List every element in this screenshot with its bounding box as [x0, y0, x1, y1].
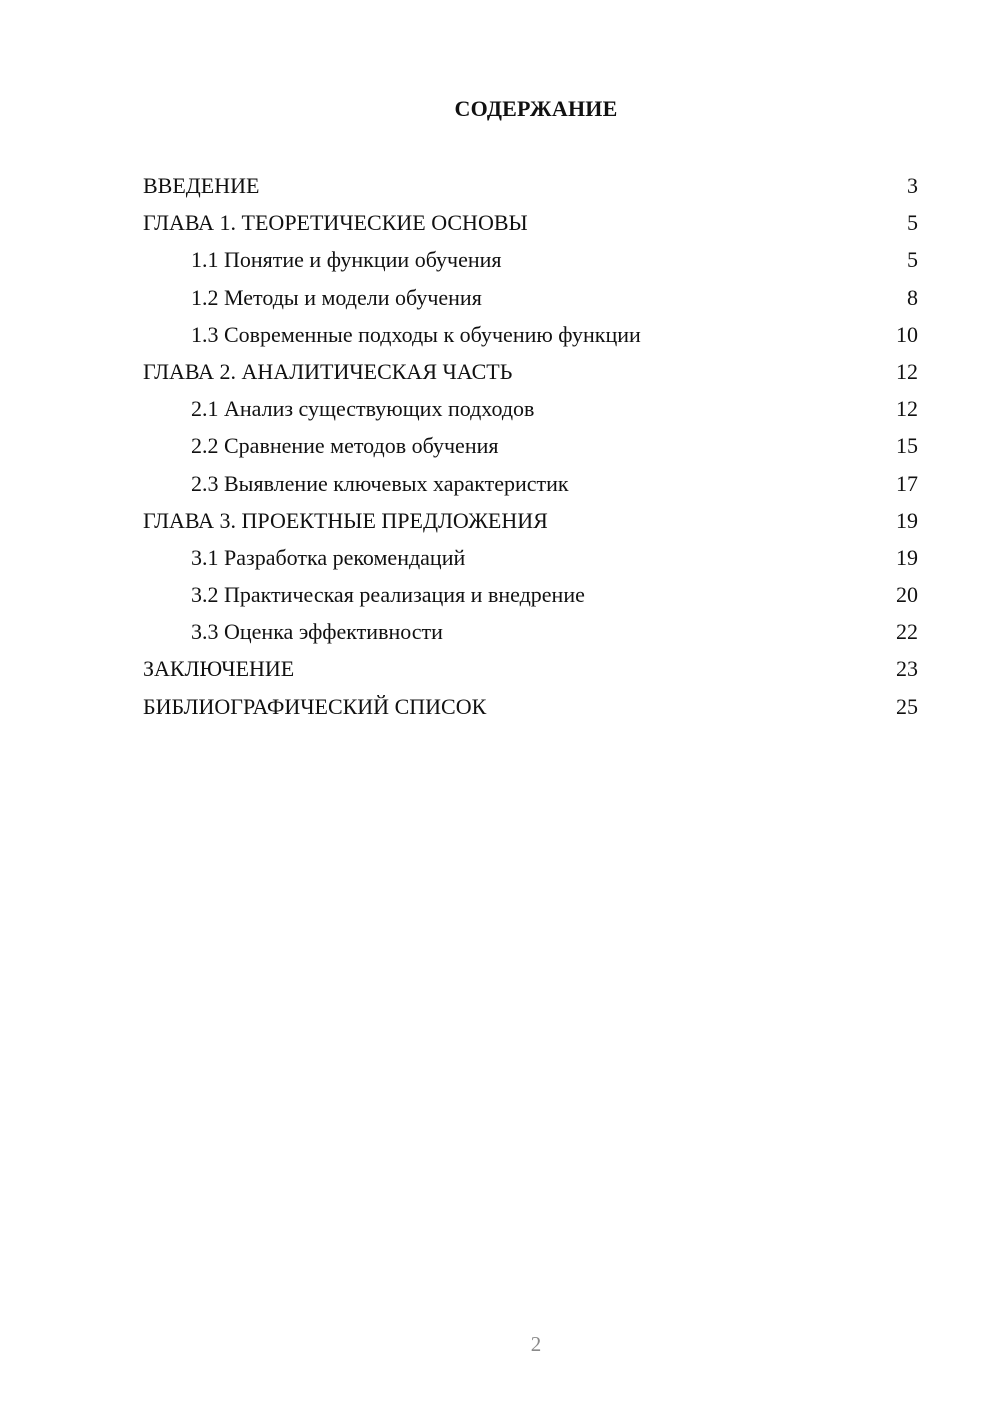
toc-entry-label: ГЛАВА 2. АНАЛИТИЧЕСКАЯ ЧАСТЬ	[143, 358, 513, 384]
toc-entry-page: 19	[896, 507, 918, 533]
page-number: 2	[530, 1332, 542, 1356]
toc-entry-section-3-1[interactable]	[143, 539, 918, 576]
toc-entry-chapter-3[interactable]	[143, 502, 918, 539]
toc-entry-bibliography[interactable]	[143, 688, 918, 725]
toc-entry-label: 2.2 Сравнение методов обучения	[191, 433, 499, 459]
toc-entry-label: 1.2 Методы и модели обучения	[191, 284, 482, 310]
toc-entry-page: 3	[907, 173, 918, 198]
toc-entry-page: 5	[907, 210, 918, 236]
toc-entry-section-2-2[interactable]	[143, 427, 918, 464]
toc-entry-page: 12	[896, 358, 918, 384]
toc-entry-chapter-2[interactable]	[143, 353, 918, 390]
toc-entry-label: 3.3 Оценка эффективности	[191, 619, 443, 645]
toc-entry-page: 17	[896, 470, 918, 496]
toc-entry-label: 3.2 Практическая реализация и внедрение	[191, 582, 585, 608]
toc-entry-page: 10	[896, 321, 918, 347]
toc-entry-label: ГЛАВА 3. ПРОЕКТНЫЕ ПРЕДЛОЖЕНИЯ	[143, 507, 548, 533]
toc-entry-label: 1.1 Понятие и функции обучения	[191, 247, 502, 273]
toc-entry-page: 8	[907, 284, 918, 310]
toc-entry-label: ГЛАВА 1. ТЕОРЕТИЧЕСКИЕ ОСНОВЫ	[143, 210, 528, 236]
toc-entry-section-3-2[interactable]	[143, 576, 918, 613]
toc-entry-section-2-1[interactable]	[143, 390, 918, 427]
toc-entry-label: 2.3 Выявление ключевых характеристик	[191, 470, 569, 496]
toc-entry-section-1-2[interactable]	[143, 279, 918, 316]
toc-entry-section-1-1[interactable]	[143, 241, 918, 278]
toc-entry-label: 1.3 Современные подходы к обучению функции	[191, 321, 641, 347]
toc-entry-section-3-3[interactable]	[143, 613, 918, 650]
table-of-contents	[143, 167, 918, 725]
toc-entry-label: ЗАКЛЮЧЕНИЕ	[143, 656, 295, 682]
toc-entry-page: 5	[907, 247, 918, 273]
toc-entry-page: 22	[896, 619, 918, 645]
toc-entry-page: 25	[896, 693, 918, 719]
toc-entry-conclusion[interactable]	[143, 650, 918, 687]
toc-entry-chapter-1[interactable]	[143, 204, 918, 241]
toc-entry-section-1-3[interactable]	[143, 316, 918, 353]
toc-entry-label: 2.1 Анализ существующих подходов	[191, 396, 535, 422]
toc-entry-page: 15	[896, 433, 918, 459]
toc-entry-page: 23	[896, 656, 918, 682]
toc-title: СОДЕРЖАНИЕ	[454, 96, 618, 121]
toc-entry-label: 3.1 Разработка рекомендаций	[191, 544, 466, 570]
toc-entry-page: 12	[896, 396, 918, 422]
toc-entry-page: 19	[896, 544, 918, 570]
toc-entry-section-2-3[interactable]	[143, 465, 918, 502]
toc-entry-label: ВВЕДЕНИЕ	[143, 173, 260, 198]
toc-entry-label: БИБЛИОГРАФИЧЕСКИЙ СПИСОК	[143, 693, 487, 719]
toc-entry-introduction[interactable]	[143, 167, 918, 204]
toc-entry-page: 20	[896, 582, 918, 608]
